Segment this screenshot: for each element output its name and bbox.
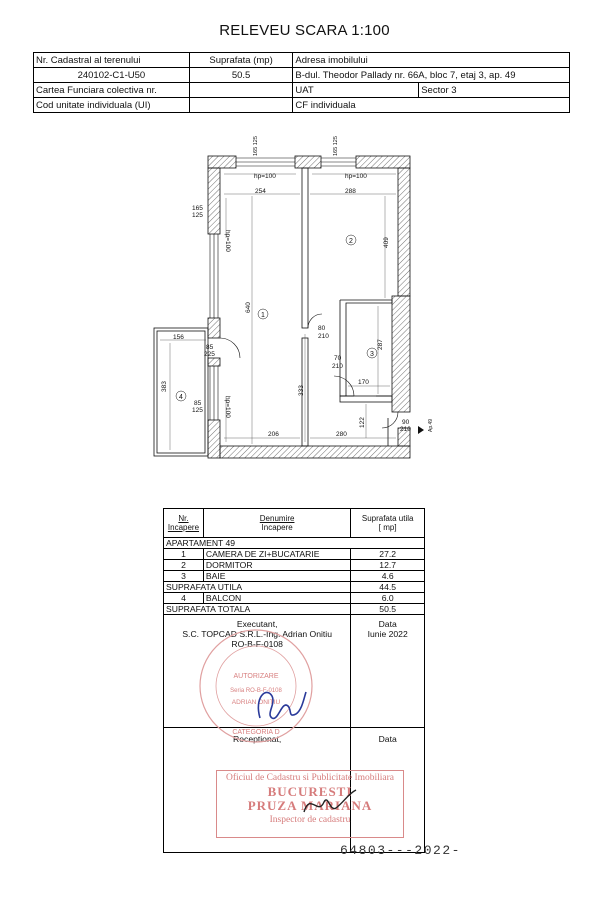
room-number-1: 1 [261,312,265,319]
executant-label: Executant, [236,619,278,629]
table-row [164,571,425,582]
dim-hp-left: hp=100 [254,173,276,180]
receptionat-label: Receptionat, [233,734,282,744]
apartment-row: APARTAMENT 49 [164,538,425,549]
dim-door-bath-w: 70 [334,355,342,362]
room-number-4: 4 [179,394,183,401]
table-row [164,560,425,571]
area-value: 50.5 [189,68,293,83]
entry-label: Ap.49 [428,418,434,432]
col-nr-header: Nr. Incapere [164,509,204,538]
entry-arrow-icon [418,426,424,434]
reception-stamp: Oficiul de Cadastru si Publicitate Imobiliara BUCURESTI PRUZA MARIANA Inspector de cadastru [216,770,404,838]
svg-text:Seria RO-B-F-0108: Seria RO-B-F-0108 [230,688,282,694]
cf-individual-label: CF individuala [293,98,570,113]
dim-lower-hp: hp=100 [224,396,231,418]
col-name-header: Denumire Incapere [203,509,350,538]
dim-door-bath-h: 210 [332,363,343,370]
floor-plan [140,136,434,468]
dim-287: 287 [377,339,384,350]
room-nr: 3 [164,571,204,582]
dim-383: 383 [161,381,168,392]
useful-area-label: SUPRAFATA UTILA [164,582,351,593]
room-name: BAIE [203,571,350,582]
total-area-row [164,604,425,615]
dim-entry-door-h: 210 [400,426,411,433]
executant-code: RO-B-F-0108 [231,639,283,649]
room-name: DORMITOR [203,560,350,571]
walls [208,156,410,458]
svg-text:CATEGORIA D: CATEGORIA D [232,729,280,736]
room-nr: 2 [164,560,204,571]
dim-balcony-door-w: 85 [206,344,214,351]
dim-280: 280 [336,431,347,438]
svg-text:ADRIAN ONITIU: ADRIAN ONITIU [231,699,281,706]
dim-lower-window-1: 85 [194,400,202,407]
useful-area-value: 44.5 [351,582,425,593]
doors [220,314,398,428]
document-number: 64803---2022- [340,843,461,858]
executant-signature [252,678,312,728]
room-name: CAMERA DE ZI+BUCATARIE [203,549,350,560]
room-numbers [176,235,377,401]
unit-code-label: Cod unitate individuala (UI) [34,98,190,113]
table-row [164,593,425,604]
balcony-area: 6.0 [351,593,425,604]
date-label: Data [378,619,397,629]
dim-156: 156 [173,334,184,341]
address-label: Adresa imobilului [293,53,570,68]
room-area: 4.6 [351,571,425,582]
total-area-value: 50.5 [351,604,425,615]
date-value: Iunie 2022 [367,629,408,639]
dim-409: 409 [383,237,390,248]
header-table [33,52,570,113]
table-row [164,549,425,560]
unit-code-value [189,98,293,113]
total-area-label: SUPRAFATA TOTALA [164,604,351,615]
dim-254: 254 [255,188,266,195]
cadastral-value: 240102-C1-U50 [34,68,190,83]
dim-left-window-1: 165 [192,205,203,212]
cadastral-label: Nr. Cadastral al terenului [34,53,190,68]
useful-area-row [164,582,425,593]
uat-label: UAT [293,83,419,98]
room-area: 12.7 [351,560,425,571]
room-nr: 1 [164,549,204,560]
dim-122: 122 [359,417,366,428]
cf-collective-label: Cartea Funciara colectiva nr. [34,83,190,98]
dim-lower-window-2: 125 [192,407,203,414]
dim-333: 333 [298,385,305,396]
dim-288: 288 [345,188,356,195]
cf-collective-value [189,83,293,98]
dim-top-right: 165 125 [333,136,339,156]
executant-company: S.C. TOPCAD S.R.L.-Ing. Adrian Onitiu [182,629,332,639]
balcony-nr: 4 [164,593,204,604]
reception-date-label: Data [378,734,397,744]
dim-door1-w: 80 [318,325,326,332]
dim-entry-door-w: 90 [402,419,410,426]
svg-text:AUTORIZARE: AUTORIZARE [233,673,279,680]
reception-signature [300,782,360,822]
dim-left-window-2: 125 [192,212,203,219]
balcony-name: BALCON [203,593,350,604]
dim-hp-right: hp=100 [345,173,367,180]
col-area-header: Suprafata utila [ mp] [351,509,425,538]
dim-top-left: 165 125 [253,136,259,156]
uat-value: Sector 3 [419,83,570,98]
area-label: Suprafata (mp) [189,53,293,68]
dim-balcony-door-h: 225 [204,351,215,358]
page-title: RELEVEU SCARA 1:100 [219,22,390,39]
room-area: 27.2 [351,549,425,560]
dim-170: 170 [358,379,369,386]
dim-206: 206 [268,431,279,438]
dim-door1-h: 210 [318,333,329,340]
room-number-2: 2 [349,238,353,245]
windows [210,158,356,420]
room-number-3: 3 [370,351,374,358]
address-value: B-dul. Theodor Pallady nr. 66A, bloc 7, etaj 3, ap. 49 [293,68,570,83]
interior-walls [302,168,392,446]
date-cell [351,615,425,728]
dim-left-hp: hp=100 [224,230,231,252]
dim-640: 640 [245,302,252,313]
